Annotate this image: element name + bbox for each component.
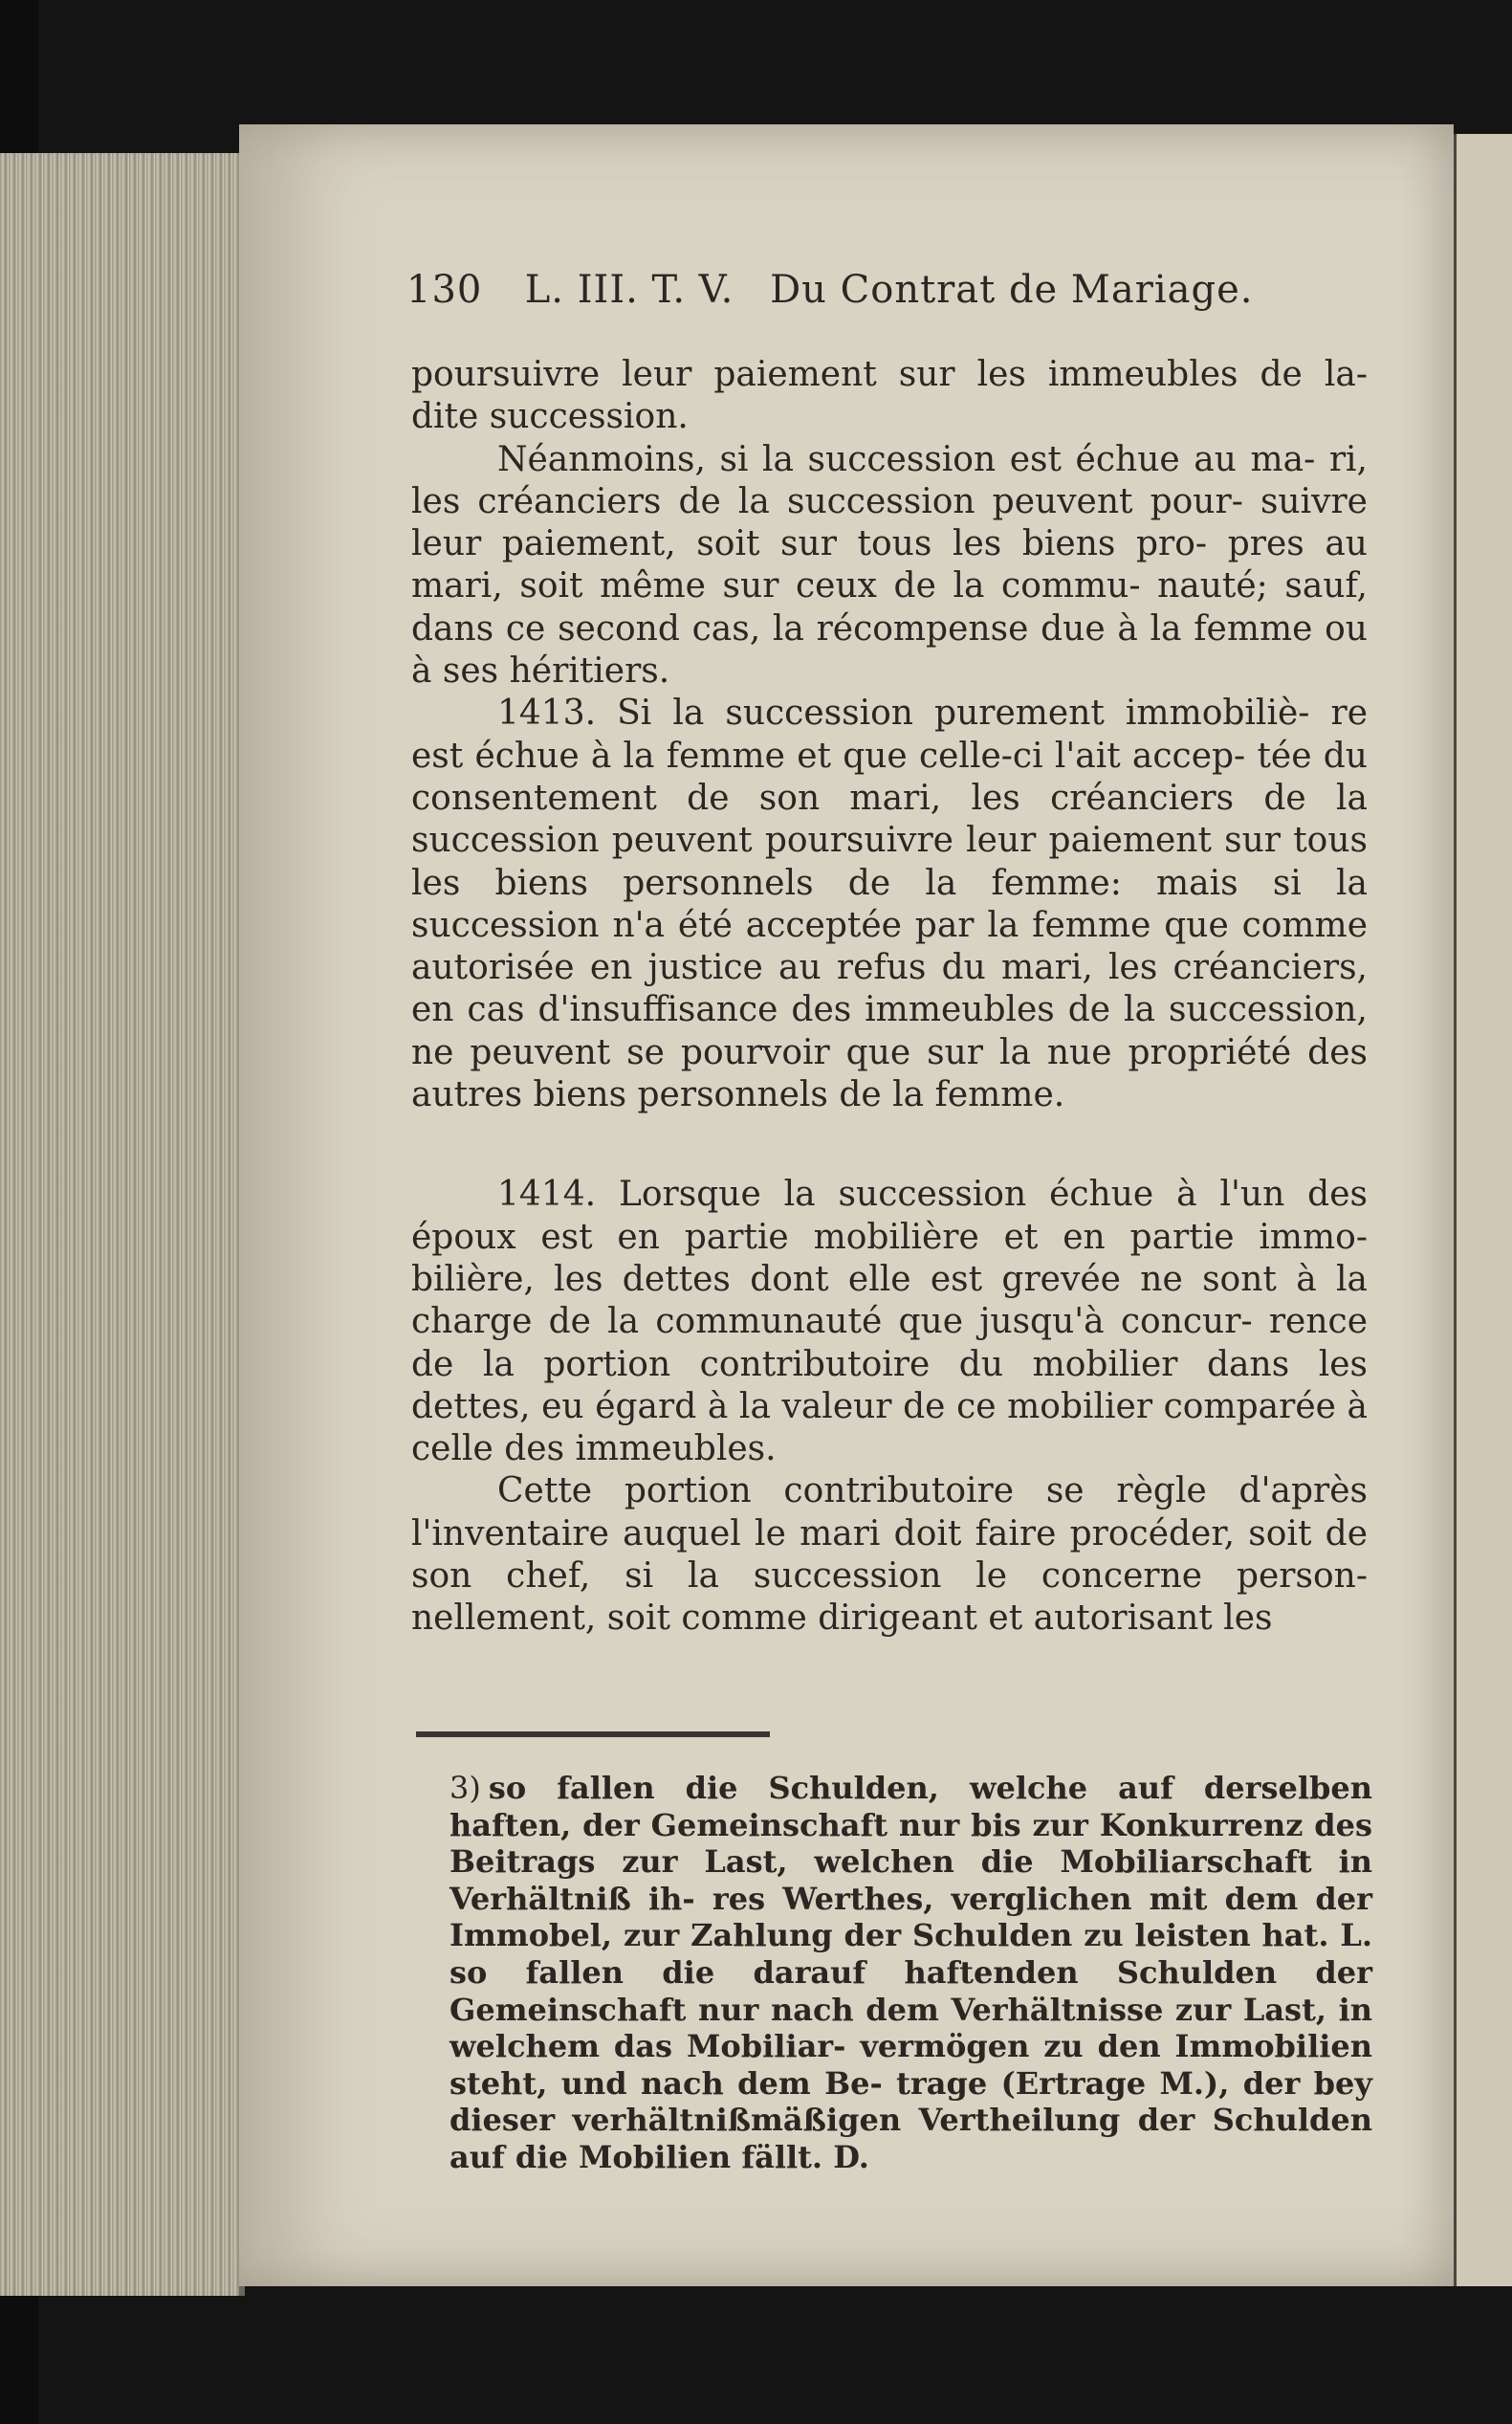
running-header bbox=[406, 268, 1401, 312]
paragraph-portion-contributoire: Cette portion contributoire se règle d'après l'inventaire auquel le mari doit faire procéder, soit de son chef, si la succession le concerne person- nellement, soit comme dirigeant et autorisant les bbox=[411, 1471, 1368, 1639]
footnote-paragraph bbox=[449, 1770, 1372, 2176]
footnote-marker: 3) bbox=[449, 1770, 481, 1806]
book-page bbox=[239, 124, 1454, 2286]
paragraph-neanmoins: Néanmoins, si la succession est échue au ma- ri, les créanciers de la succession peuvent pour- suivre leur paiement, soit sur tous les biens pro- pres au mari, soit même sur ceux de la commu- nauté; sauf, dans ce second cas, la récompense due à la femme ou à ses héritiers. bbox=[411, 439, 1368, 692]
book-reference: L. III. T. V. bbox=[524, 268, 734, 312]
footnote-text: so fallen die Schulden, welche auf derselben haften, der Gemeinschaft nur bis zur Konkurrenz des Beitrags zur Last, welchen die Mobiliarschaft in Verhältniß ih- res Werthes, verglichen mit dem der Immobel, zur Zahlung der Schulden zu leisten hat. L. so fallen die darauf haftenden Schulden der Gemeinschaft nur nach dem Verhältnisse zur Last, in welchem das Mobiliar- vermögen zu den Immobilien steht, und nach dem Be- trage (Ertrage M.), der bey dieser verhältnißmäßigen Vertheilung der Schulden auf die Mobilien fällt. D. bbox=[449, 1770, 1372, 2175]
main-text bbox=[411, 354, 1368, 1641]
footnote bbox=[449, 1770, 1372, 2176]
paragraph-gap bbox=[411, 1116, 1368, 1174]
article-1413: 1413. Si la succession purement immobiliè- re est échue à la femme et que celle-ci l'ait accep- tée du consentement de son mari, les créanciers de la succession peuvent poursuivre leur paiement sur tous les biens personnels de la femme: mais si la succession n'a été acceptée par la femme que comme autorisée en justice au refus du mari, les créanciers, en cas d'insuffisance des immeubles de la succession, ne peuvent se pourvoir que sur la nue propriété des autres biens personnels de la femme. bbox=[411, 694, 1368, 1115]
paragraph-continuation: poursuivre leur paiement sur les immeubles de la- dite succession. bbox=[411, 355, 1368, 437]
page-edges bbox=[0, 153, 245, 2296]
next-page-edge bbox=[1454, 134, 1512, 2286]
running-title: Du Contrat de Mariage. bbox=[770, 268, 1254, 312]
page-number: 130 bbox=[406, 268, 483, 312]
article-1414: 1414. Lorsque la succession échue à l'un des époux est en partie mobilière et en partie immo- bilière, les dettes dont elle est grevée ne sont à la charge de la communauté que jusqu'à concur- rence de la portion contributoire du mobilier dans les dettes, eu égard à la valeur de ce mobilier comparée à celle des immeubles. bbox=[411, 1175, 1368, 1469]
footnote-rule bbox=[416, 1731, 770, 1737]
